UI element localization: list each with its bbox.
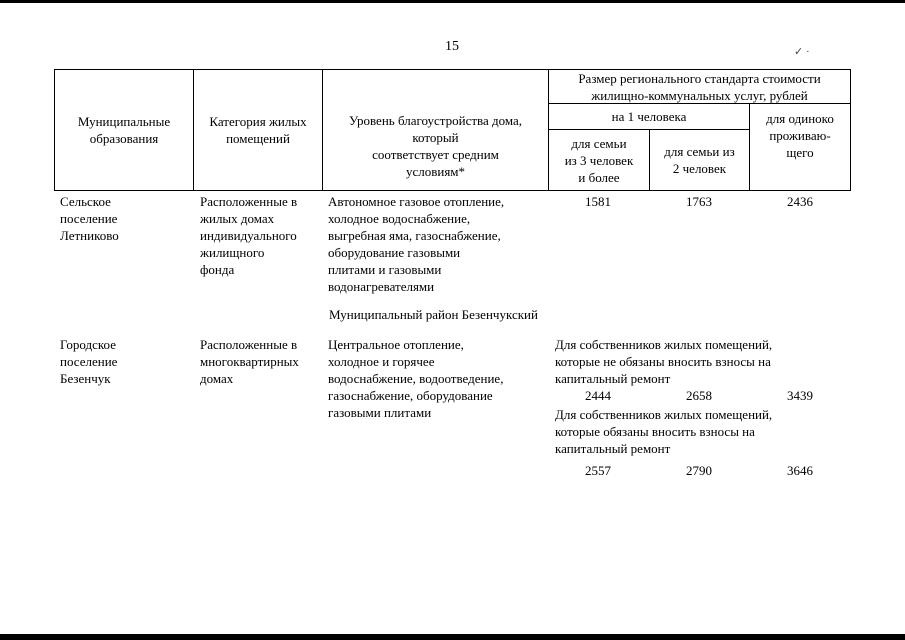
scan-top-border	[0, 0, 905, 3]
page-number: 15	[445, 39, 459, 54]
row2-obliged-family3: 2557	[585, 463, 611, 478]
row2-note-not-obliged: Для собственников жилых помещений, которые не обязаны вносить взносы на капитальный ремонт	[555, 337, 773, 386]
row2-level: Центральное отопление, холодное и горячее водоснабжение, водоотведение, газоснабжение, оборудование газовыми плитами	[328, 337, 504, 420]
row2-note-obliged: Для собственников жилых помещений, которые обязаны вносить взносы на капитальный ремонт	[555, 407, 773, 456]
header-family3: для семьи из 3 человек и более	[564, 135, 634, 185]
header-single: для одиноко проживаю- щего	[766, 111, 834, 160]
row1-value-family2: 1763	[686, 194, 712, 209]
header-level: Уровень благоустройства дома, который соответствует средним условиям*	[348, 113, 523, 179]
row2-not-obliged-family2: 2658	[686, 388, 712, 403]
row1-value-family3: 1581	[585, 194, 611, 209]
row1-level: Автономное газовое отопление, холодное водоснабжение, выгребная яма, газоснабжение, оборудование газовыми плитами и газовыми водонагревателями	[328, 194, 505, 294]
row2-obliged-single: 3646	[787, 463, 813, 478]
header-municipal: Муниципальные образования	[77, 114, 171, 146]
row2-obliged-family2: 2790	[686, 463, 712, 478]
row2-not-obliged-single: 3439	[787, 388, 813, 403]
scan-bottom-border	[0, 634, 905, 640]
header-family2: для семьи из 2 человек	[664, 144, 735, 176]
header-category: Категория жилых помещений	[209, 114, 307, 146]
row1-category: Расположенные в жилых домах индивидуального жилищного фонда	[200, 194, 298, 277]
row2-category: Расположенные в многоквартирных домах	[200, 337, 299, 386]
header-size-title: Размер регионального стандарта стоимости жилищно-коммунальных услуг, рублей	[578, 70, 821, 103]
scan-mark: ✓ ·	[794, 46, 810, 58]
row2-municipal: Городское поселение Безенчук	[60, 337, 118, 386]
row1-value-single: 2436	[787, 194, 813, 209]
row1-municipal: Сельское поселение Летниково	[60, 194, 119, 243]
district-heading: Муниципальный район Безенчукский	[329, 307, 538, 322]
row2-not-obliged-family3: 2444	[585, 388, 611, 403]
header-per-person: на 1 человека	[611, 109, 687, 124]
